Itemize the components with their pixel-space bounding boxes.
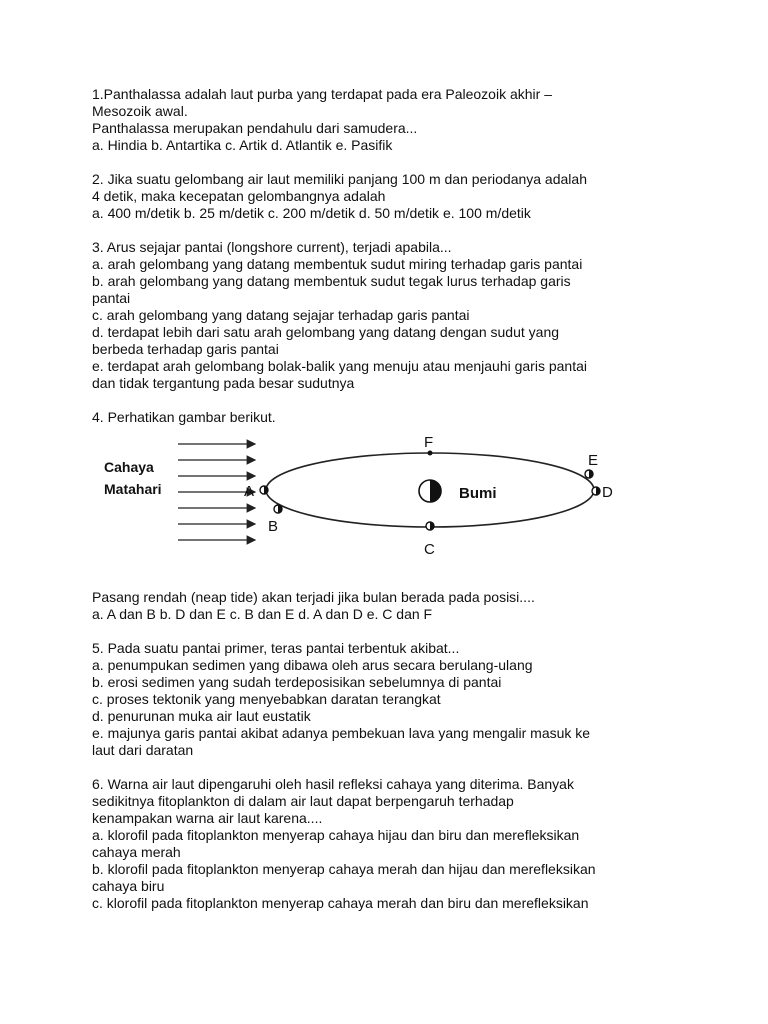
question-6	[92, 776, 692, 912]
question-5-option: e. majunya garis pantai akibat adanya pembekuan lava yang mengalir masuk ke	[92, 725, 591, 741]
question-5-option: laut dari daratan	[92, 742, 194, 758]
position-label-b: B	[268, 518, 279, 535]
question-1-line: Mesozoik awal.	[92, 103, 188, 119]
tide-diagram	[92, 430, 692, 575]
question-5-option: d. penurunan muka air laut eustatik	[92, 708, 311, 724]
question-1-options: a. Hindia b. Antartika c. Artik d. Atlantik e. Pasifik	[92, 137, 393, 153]
document-page	[92, 86, 692, 929]
question-3-option: c. arah gelombang yang datang sejajar terhadap garis pantai	[92, 307, 470, 323]
question-6-option: cahaya biru	[92, 878, 165, 894]
question-4-line: Pasang rendah (neap tide) akan terjadi jika bulan berada pada posisi....	[92, 589, 535, 605]
question-6-option: b. klorofil pada fitoplankton menyerap cahaya merah dan hijau dan merefleksikan	[92, 861, 596, 877]
question-1	[92, 86, 692, 154]
question-3-option: b. arah gelombang yang datang membentuk sudut tegak lurus terhadap garis	[92, 273, 571, 289]
question-3-line: 3. Arus sejajar pantai (longshore current), terjadi apabila...	[92, 239, 452, 255]
earth-label: Bumi	[459, 485, 497, 502]
sun-label-2: Matahari	[104, 481, 162, 497]
question-6-line: kenampakan warna air laut karena....	[92, 810, 323, 826]
question-4	[92, 409, 692, 623]
question-5-line: 5. Pada suatu pantai primer, teras pantai terbentuk akibat...	[92, 640, 460, 656]
question-3-option: a. arah gelombang yang datang membentuk sudut miring terhadap garis pantai	[92, 256, 583, 272]
sun-label-1: Cahaya	[104, 459, 154, 475]
question-6-line: sedikitnya fitoplankton di dalam air laut dapat berpengaruh terhadap	[92, 793, 514, 809]
tide-diagram-svg	[92, 430, 692, 575]
question-4-intro: 4. Perhatikan gambar berikut.	[92, 409, 276, 425]
question-5-option: a. penumpukan sedimen yang dibawa oleh arus secara berulang-ulang	[92, 657, 533, 673]
question-6-option: a. klorofil pada fitoplankton menyerap cahaya hijau dan biru dan merefleksikan	[92, 827, 580, 843]
question-6-option: cahaya merah	[92, 844, 181, 860]
question-2-options: a. 400 m/detik b. 25 m/detik c. 200 m/detik d. 50 m/detik e. 100 m/detik	[92, 205, 531, 221]
question-5	[92, 640, 692, 759]
position-label-d: D	[602, 484, 613, 501]
moon-icon	[274, 505, 282, 513]
question-3-option: d. terdapat lebih dari satu arah gelombang yang datang dengan sudut yang	[92, 324, 560, 340]
position-label-e: E	[588, 452, 599, 469]
question-5-option: b. erosi sedimen yang sudah terdeposisikan sebelumnya di pantai	[92, 674, 502, 690]
question-3-option: berbeda terhadap garis pantai	[92, 341, 279, 357]
earth-icon	[419, 480, 441, 502]
question-4-options: a. A dan B b. D dan E c. B dan E d. A dan D e. C dan F	[92, 606, 433, 622]
moon-icon	[260, 486, 268, 494]
question-1-line: 1.Panthalassa adalah laut purba yang terdapat pada era Paleozoik akhir –	[92, 86, 552, 102]
question-3-option: dan tidak tergantung pada besar sudutnya	[92, 375, 355, 391]
question-5-option: c. proses tektonik yang menyebabkan daratan terangkat	[92, 691, 441, 707]
question-3-option: e. terdapat arah gelombang bolak-balik yang menuju atau menjauhi garis pantai	[92, 358, 587, 374]
question-2	[92, 171, 692, 222]
question-3-option: pantai	[92, 290, 131, 306]
moon-icon	[428, 451, 433, 456]
position-label-a: A	[244, 483, 255, 500]
moon-icon	[426, 522, 434, 530]
question-2-line: 4 detik, maka kecepatan gelombangnya adalah	[92, 188, 386, 204]
question-6-line: 6. Warna air laut dipengaruhi oleh hasil refleksi cahaya yang diterima. Banyak	[92, 776, 574, 792]
question-6-option: c. klorofil pada fitoplankton menyerap cahaya merah dan biru dan merefleksikan	[92, 895, 589, 911]
question-3	[92, 239, 692, 392]
position-label-f: F	[424, 434, 434, 451]
moon-icon	[592, 487, 600, 495]
question-1-line: Panthalassa merupakan pendahulu dari samudera...	[92, 120, 418, 136]
moon-icon	[585, 470, 593, 478]
position-label-c: C	[424, 541, 435, 558]
question-2-line: 2. Jika suatu gelombang air laut memiliki panjang 100 m dan periodanya adalah	[92, 171, 587, 187]
